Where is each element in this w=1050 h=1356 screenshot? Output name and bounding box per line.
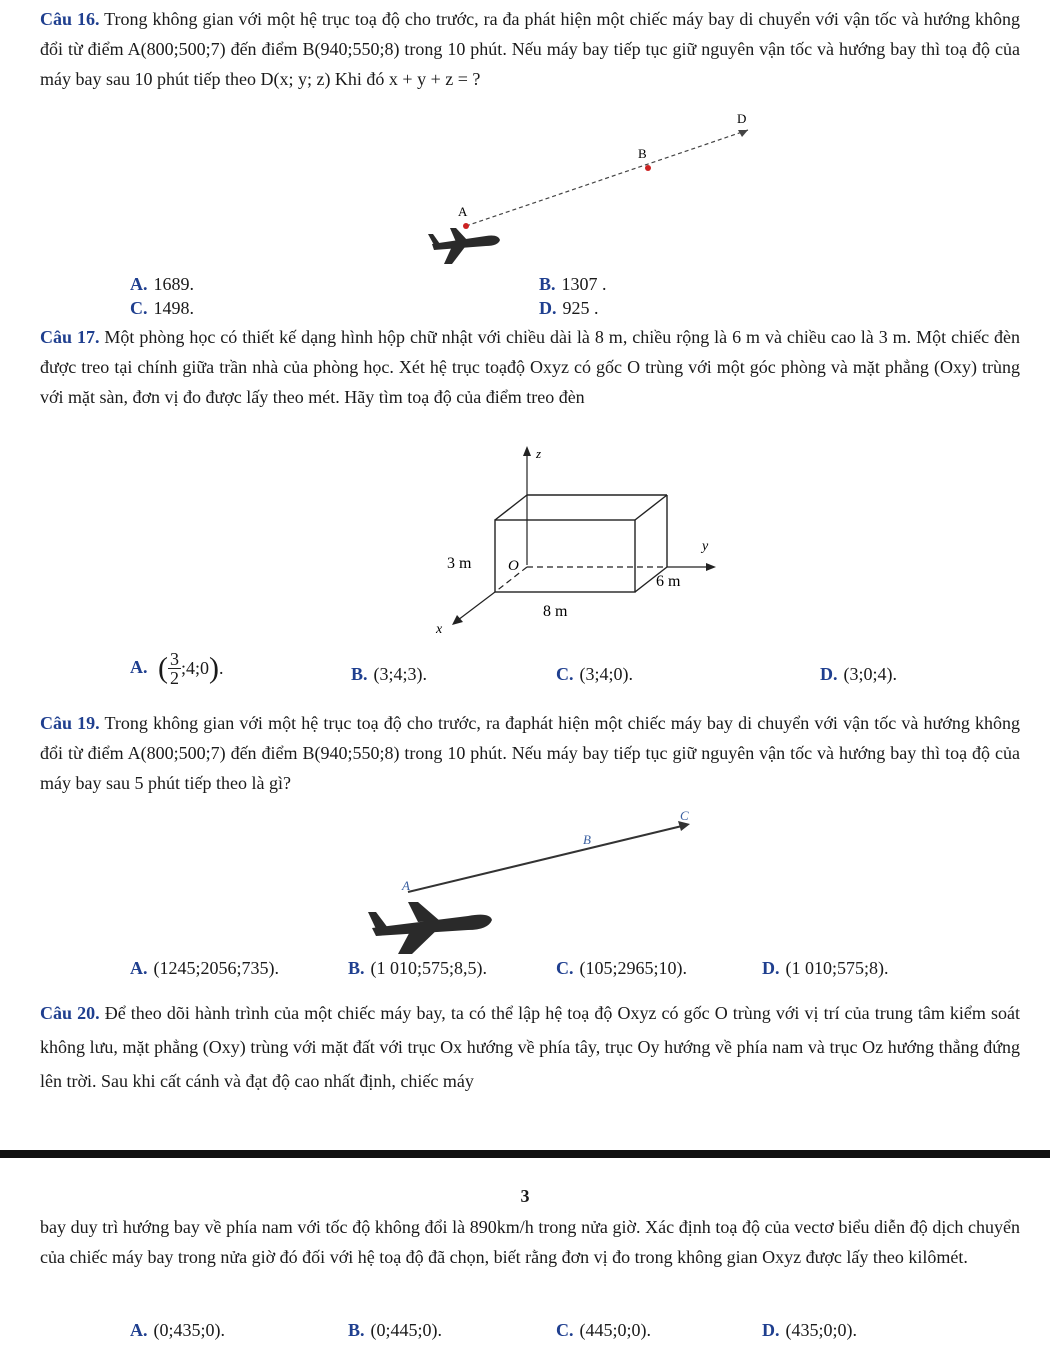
q20-option-d[interactable]: D. (435;0;0). [762, 1320, 857, 1340]
q17-label-width: 6 m [656, 573, 681, 590]
q20-label: Câu 20. [40, 1003, 100, 1023]
q19-airplane-icon [368, 902, 492, 954]
q16-flight-path [466, 130, 748, 226]
q17-label-z: z [536, 446, 542, 461]
q16-point-a [463, 223, 469, 229]
q20-option-a[interactable]: A. (0;435;0). [130, 1320, 225, 1340]
q16-point-b [645, 165, 651, 171]
q17-front-face [495, 520, 635, 592]
q16-text [40, 4, 1020, 94]
q19-flight-path [408, 826, 682, 892]
q16-option-d[interactable]: D. 925 . [539, 298, 599, 318]
q19-option-b[interactable]: B. (1 010;575;8,5). [348, 958, 488, 978]
q19-body: Trong không gian với một hệ trục toạ độ cho trước, ra đaphát hiện một chiếc máy bay di chuyển với vận tốc và hướng không đổi từ điểm A(800;500;7) đến điểm B(940;550;8) trong 10 phút. Nếu máy bay tiếp tục giữ nguyên vận tốc và hướng bay thì toạ độ của máy bay sau 5 phút tiếp theo là gì? [40, 713, 1020, 793]
q17-x-axis [458, 592, 495, 620]
q17-body: Một phòng học có thiết kế dạng hình hộp chữ nhật với chiều dài là 8 m, chiều rộng là 6 m và chiều cao là 3 m. Một chiếc đèn được treo tại chính giữa trần nhà của phòng học. Xét hệ trục toạđộ Oxyz có gốc O trùng với một góc phòng và mặt phẳng (Oxy) trùng với mặt sàn, đơn vị đo được lấy theo mét. Hãy tìm toạ độ của điểm treo đèn [40, 327, 1020, 407]
q19-label-a: A [402, 878, 410, 893]
q16-label-b: B [638, 146, 647, 161]
q19-label-b: B [583, 832, 591, 847]
page-number: 3 [520, 1186, 530, 1206]
q19-option-d[interactable]: D. (1 010;575;8). [762, 958, 889, 978]
q17-label-length: 8 m [543, 603, 568, 620]
q19-text [40, 708, 1020, 798]
q19-option-a[interactable]: A. (1245;2056;735). [130, 958, 279, 978]
q19-option-c[interactable]: C. (105;2965;10). [556, 958, 687, 978]
q17-text [40, 322, 1020, 412]
q16-label: Câu 16. [40, 9, 100, 29]
q19-figure [350, 806, 710, 956]
q17-option-d[interactable]: D. (3;0;4). [820, 664, 897, 684]
q17-option-b[interactable]: B. (3;4;3). [351, 664, 428, 684]
q17-option-a[interactable]: A. ( $\frac{3}{2}$ ;4;0). [130, 649, 224, 688]
q17-label-x: x [436, 622, 443, 637]
q17-label: Câu 17. [40, 327, 100, 347]
q19-label: Câu 19. [40, 713, 100, 733]
q20-body-1: Để theo dõi hành trình của một chiếc máy bay, ta có thể lập hệ toạ độ Oxyz có gốc O trùng với vị trí của trung tâm kiểm soát không lưu, mặt phẳng (Oxy) trùng với mặt đất với trục Ox hướng về phía tây, trục Oy hướng về phía nam và trục Oz hướng thẳng đứng lên trời. Sau khi cất cánh và đạt độ cao nhất định, chiếc máy [40, 1003, 1021, 1091]
q17-label-height: 3 m [447, 555, 472, 572]
q20-text-continued [40, 1212, 1020, 1272]
q20-option-b[interactable]: B. (0;445;0). [348, 1320, 443, 1340]
q20-option-c[interactable]: C. (445;0;0). [556, 1320, 651, 1340]
q16-option-c[interactable]: C. 1498. [130, 298, 194, 318]
q20-text [40, 996, 1020, 1098]
q16-label-d: D [737, 111, 747, 126]
q19-label-c: C [680, 808, 689, 823]
q17-box-figure [420, 440, 740, 640]
q17-label-y: y [702, 539, 709, 554]
q16-figure [420, 108, 760, 268]
q16-option-a[interactable]: A. 1689. [130, 274, 194, 294]
q16-option-b[interactable]: B. 1307 . [539, 274, 607, 294]
page-divider [0, 1150, 1050, 1158]
q16-body: Trong không gian với một hệ trục toạ độ cho trước, ra đa phát hiện một chiếc máy bay di chuyển với vận tốc và hướng không đổi từ điểm A(800;500;7) đến điểm B(940;550;8) trong 10 phút. Nếu máy bay tiếp tục giữ nguyên vận tốc và hướng bay thì toạ độ của máy bay sau 10 phút tiếp theo D(x; y; z) Khi đó x + y + z = ? [40, 9, 1020, 89]
q17-label-o: O [508, 558, 519, 574]
q16-label-a: A [458, 204, 468, 219]
q20-body-2: bay duy trì hướng bay về phía nam với tốc độ không đổi là 890km/h trong nửa giờ. Xác định toạ độ của vectơ biểu diễn độ dịch chuyển của chiếc máy bay trong nửa giờ đó đối với hệ toạ độ đã chọn, biết rằng đơn vị đo trong không gian Oxyz được lấy theo kilômét. [40, 1217, 1020, 1267]
q17-option-c[interactable]: C. (3;4;0). [556, 664, 633, 684]
q16-airplane-icon [428, 228, 500, 264]
